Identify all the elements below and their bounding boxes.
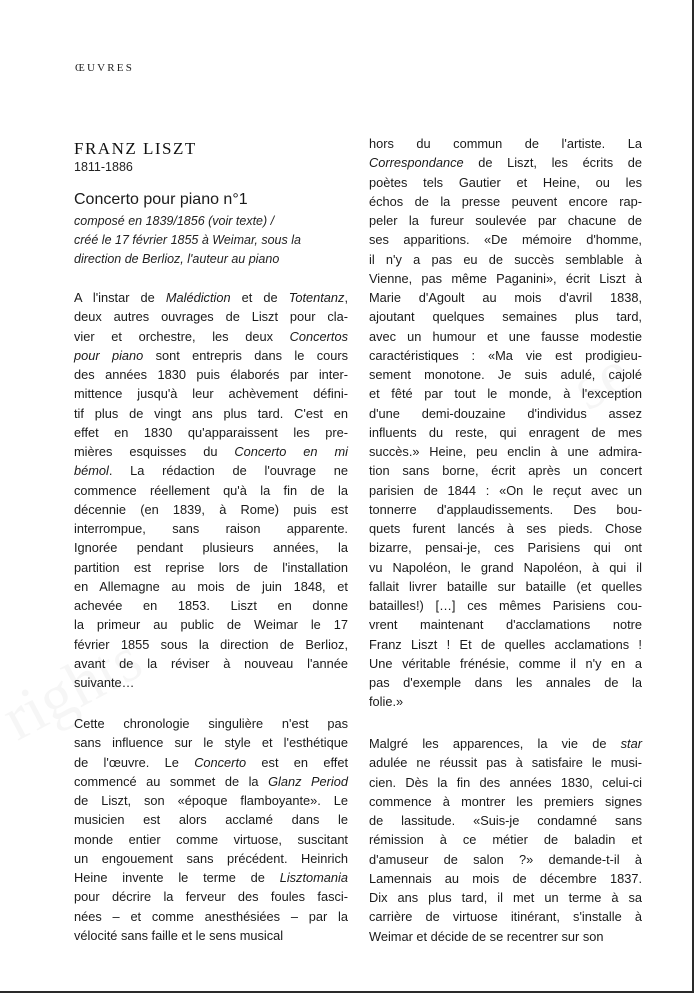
text-line: Une véritable frénésie, comme il n'y en a [369,655,642,671]
text-line: Lamennais au mois de décembre 1837. [369,870,642,886]
text-line: Malgré les apparences, la vie de star [369,736,642,751]
text-line: tonnerre d'applaudissements. Des bou- [369,501,642,517]
composer-name: FRANZ LISZT [74,139,197,158]
paragraph-4 [369,734,642,946]
text-line: partition est reprise lors de l'installation [74,559,348,575]
work-subtitle-line: créé le 17 février 1855 à Weimar, sous la [74,233,301,248]
text-line: fallait livrer bataille sur bataille (et quelles [369,578,642,594]
text-line: deux autres ouvrages de Liszt pour cla- [74,309,348,325]
paragraph-1 [74,288,348,692]
text-line: ajoutant quelques semaines plus tard, [369,309,642,325]
text-line: sans influence sur le style et l'esthétique [74,735,348,751]
text-line: avec un humour et une fausse modestie [369,328,642,344]
text-line: bizarre, pensai-je, ces Parisiens qui ont [369,540,642,556]
text-line: février 1855 sous la direction de Berlioz, [74,636,348,652]
work-subtitle-line: composé en 1839/1856 (voir texte) / [74,214,275,228]
text-line: succès.» Heine, peu enclin à une admira- [369,444,642,459]
work-title: Concerto pour piano n°1 [74,191,248,208]
text-line: avant de la réviser à nouveau l'année [74,655,348,671]
composer-dates: 1811-1886 [74,160,133,174]
text-line: Heine invente le terme de Lisztomania [74,870,348,885]
text-line: interrompue, sans raison apparente. [74,521,348,536]
text-line: Dix ans plus tard, il met un terme à sa [369,890,642,905]
text-line: un engouement sans précédent. Heinrich [74,850,348,866]
text-line: Cette chronologie singulière n'est pas [74,716,348,731]
text-line: suivante… [74,675,135,690]
text-line: tion sans borne, écrit après un concert [369,463,642,479]
text-line: et fêté par tout le monde, à l'exception [369,386,642,402]
text-line: de lassitude. «Suis-je condamné sans [369,813,642,828]
text-line: quets furent lancés à ses pieds. Chose [369,521,642,536]
text-line: pas d'exemple dans les annales de la [369,675,642,690]
text-line: sement monotone. Je suis adulé, cajolé [369,367,642,382]
text-line: pour piano sont entrepris dans le cours [74,347,348,363]
text-line: peler la fureur soulevée par chacune de [369,213,642,228]
text-line: Ignorée pendant plusieurs années, la [74,540,348,556]
paragraph-3 [369,134,642,712]
text-line: carrière de virtuose itinérant, s'installe à [369,909,642,925]
text-line: mières esquisses du Concerto en mi [74,444,349,459]
text-line: rémission à ce métier de baladin et [369,832,642,848]
text-line: parisien de 1844 : «On le reçut avec un [369,482,642,498]
text-line: adulée ne réussit pas à satisfaire le musi- [369,755,642,771]
text-line: influents du reste, qui enragent de mes [369,424,642,440]
text-line: pour décrire la ferveur des foules fasci- [74,889,348,905]
text-line: achevée en 1853. Liszt en donne [74,598,348,613]
text-line: vélocité sans faille et le sens musical [74,927,284,943]
text-line: caractéristiques : «Ma vie est prodigieu- [369,347,642,363]
text-line: la primeur au public de Weimar le 17 [74,617,348,633]
text-line: d'amuseur de salon ?» demande-t-il à [369,851,642,867]
paragraph-2 [74,714,348,945]
text-line: des années 1830 puis élaborés par inter- [74,367,348,382]
text-line: poètes tels Gautier et Heine, ou les [369,174,642,190]
text-line: échos de la presse peuvent encore rap- [369,193,642,209]
text-line: Marie d'Agoult au mois d'avril 1838, [369,290,642,305]
section-label: ŒUVRES [75,62,135,74]
text-line: batailles!) […] ces mêmes Parisiens cou- [369,598,642,613]
text-line: en Allemagne au mois de juin 1848, et [74,578,348,594]
text-line: Vienne, pas même Paganini», écrit Liszt à [369,270,642,286]
work-subtitle-line: direction de Berlioz, l'auteur au piano [74,252,280,267]
text-line: hors du commun de l'artiste. La [369,136,642,151]
text-line: commence à montrer les premiers signes [369,793,642,809]
text-line: tif plus de vingt ans plus tard. C'est en [74,405,348,421]
text-line: il n'y a pas eu de succès semblable à [369,251,642,267]
text-line: décennie (en 1839, à Rome) puis est [74,501,348,517]
text-line: vrent maintenant d'acclamations notre [369,617,642,633]
text-line: musicien est alors acclamé dans le [74,812,348,828]
text-line: d'une demi-douzaine d'individus assez [369,405,642,421]
text-line: A l'instar de Malédiction et de Totentanz, [74,290,348,305]
text-line: monde entier comme virtuose, suscitant [74,831,348,847]
text-line: vu Napoléon, le grand Napoléon, à qui il [369,559,642,575]
text-line: de Liszt, son «époque flamboyante». Le [74,793,348,808]
text-line: commencé au sommet de la Glanz Period [74,773,348,789]
text-line: Weimar et décide de se recentrer sur son [369,928,604,944]
text-line: folie.» [369,694,404,710]
text-line: nées – et comme anesthésiées – par la [74,908,348,924]
text-line: de l'œuvre. Le Concerto est en effet [74,754,348,770]
text-line: ses apparitions. «De mémoire d'homme, [369,232,642,248]
text-line: Franz Liszt ! Et de quelles acclamations ! [369,636,642,652]
text-line: mittence jusqu'à leur achèvement défini- [74,386,348,402]
text-line: Correspondance de Liszt, les écrits de [369,155,642,171]
text-line: commence réellement qu'à la fin de la [74,482,348,498]
text-line: vier et orchestre, les deux Concertos [74,328,348,344]
text-line: cien. Dès la fin des années 1830, celui-ci [369,774,642,790]
text-line: bémol. La rédaction de l'ouvrage ne [74,463,348,479]
text-line: effet en 1830 qu'apparaissent les pre- [74,424,348,440]
work-subtitle [74,212,352,270]
